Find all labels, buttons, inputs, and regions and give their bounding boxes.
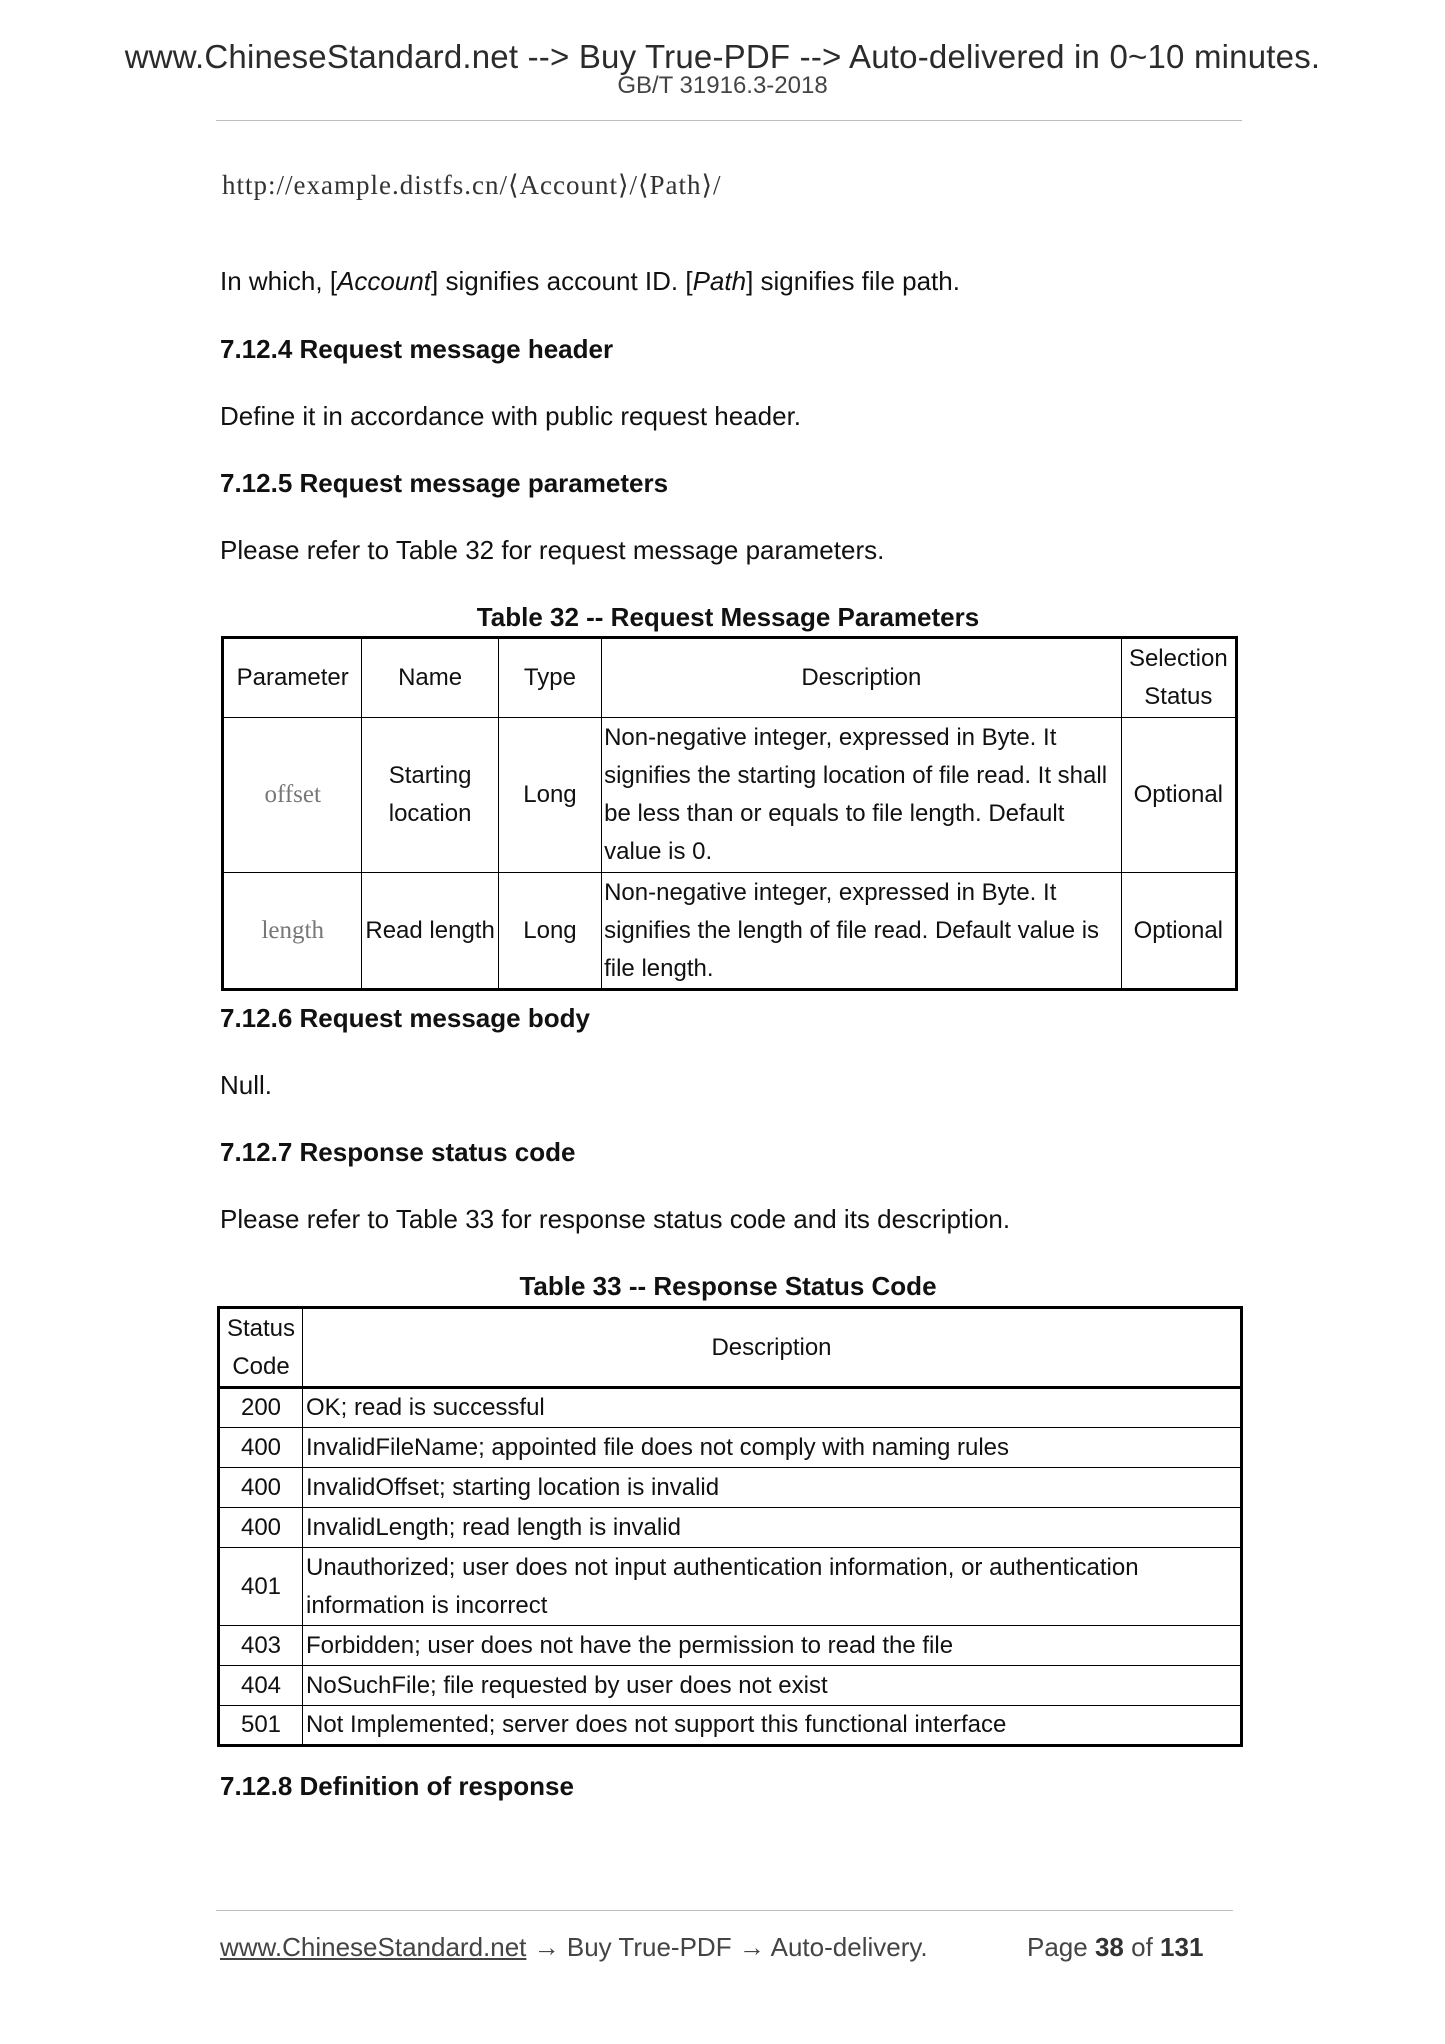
heading-7-12-6: 7.12.6 Request message body <box>220 1003 590 1033</box>
footer-divider <box>216 1910 1233 1911</box>
description-cell: Non-negative integer, expressed in Byte. It signifies the length of file read. Default value is file length. <box>602 873 1122 990</box>
paragraph-7-12-6: Null. <box>220 1070 273 1100</box>
table32-header-parameter: Parameter <box>223 638 362 718</box>
code-cell: 400 <box>219 1428 303 1468</box>
intro-post: ] signifies file path. <box>746 266 960 296</box>
description-cell: OK; read is successful <box>303 1388 1242 1428</box>
arrow-right-icon: → <box>738 1932 765 1962</box>
paragraph-7-12-5: Please refer to Table 32 for request message parameters. <box>220 535 885 565</box>
table-row <box>219 1626 1242 1666</box>
heading-7-12-4: 7.12.4 Request message header <box>220 334 614 364</box>
description-cell: InvalidOffset; starting location is invalid <box>303 1468 1242 1508</box>
table32-header-status: Selection Status <box>1121 638 1236 718</box>
table-row <box>219 1666 1242 1706</box>
table32-header-type: Type <box>498 638 601 718</box>
page-total: 131 <box>1160 1932 1204 1962</box>
name-cell: Read length <box>362 873 498 990</box>
table32-header-name: Name <box>362 638 498 718</box>
code-cell: 404 <box>219 1666 303 1706</box>
arrow-right-icon: → <box>533 1932 560 1962</box>
heading-7-12-7: 7.12.7 Response status code <box>220 1137 576 1167</box>
status-cell: Optional <box>1121 718 1236 873</box>
description-cell: Forbidden; user does not have the permission to read the file <box>303 1626 1242 1666</box>
status-cell: Optional <box>1121 873 1236 990</box>
heading-7-12-5: 7.12.5 Request message parameters <box>220 468 669 498</box>
code-cell: 200 <box>219 1388 303 1428</box>
description-cell: Not Implemented; server does not support this functional interface <box>303 1706 1242 1746</box>
page-label: Page <box>1027 1932 1088 1962</box>
table33-header-row <box>219 1308 1242 1388</box>
table-row <box>219 1468 1242 1508</box>
description-cell: InvalidFileName; appointed file does not comply with naming rules <box>303 1428 1242 1468</box>
page-indicator <box>1027 1932 1203 1963</box>
footer-site-link[interactable]: www.ChineseStandard.net <box>220 1932 527 1962</box>
table-row <box>219 1548 1242 1626</box>
description-cell: NoSuchFile; file requested by user does not exist <box>303 1666 1242 1706</box>
footer-buy-link[interactable]: Buy True-PDF <box>566 1932 732 1962</box>
table-row <box>223 873 1237 990</box>
footer-delivery-text: Auto-delivery. <box>770 1932 928 1962</box>
top-banner[interactable]: www.ChineseStandard.net --> Buy True-PDF --> Auto-delivered in 0~10 minutes. <box>124 38 1321 75</box>
table33-header-code: Status Code <box>219 1308 303 1388</box>
intro-mid: ] signifies account ID. [ <box>431 266 693 296</box>
intro-path: Path <box>692 266 747 296</box>
description-cell: InvalidLength; read length is invalid <box>303 1508 1242 1548</box>
table-row <box>219 1428 1242 1468</box>
table32-header-row <box>223 638 1237 718</box>
example-url: http://example.distfs.cn/⟨Account⟩/⟨Path⟩/ <box>222 170 722 200</box>
of-label: of <box>1131 1932 1153 1962</box>
code-cell: 403 <box>219 1626 303 1666</box>
table33-header-description: Description <box>303 1308 1242 1388</box>
paragraph-7-12-4: Define it in accordance with public request header. <box>220 401 802 431</box>
table32-header-description: Description <box>602 638 1122 718</box>
heading-7-12-8: 7.12.8 Definition of response <box>220 1771 574 1801</box>
table-row <box>219 1508 1242 1548</box>
header-divider <box>216 120 1242 121</box>
code-cell: 400 <box>219 1508 303 1548</box>
param-cell: length <box>223 873 362 990</box>
document-id: GB/T 31916.3-2018 <box>617 72 828 99</box>
paragraph-7-12-7: Please refer to Table 33 for response status code and its description. <box>220 1204 1011 1234</box>
table-row <box>219 1706 1242 1746</box>
code-cell: 401 <box>219 1548 303 1626</box>
intro-account: Account <box>337 266 432 296</box>
intro-pre: In which, [ <box>220 266 338 296</box>
code-cell: 400 <box>219 1468 303 1508</box>
type-cell: Long <box>498 873 601 990</box>
table-row <box>219 1388 1242 1428</box>
page-number: 38 <box>1094 1932 1124 1962</box>
response-status-table <box>217 1306 1243 1747</box>
code-cell: 501 <box>219 1706 303 1746</box>
param-cell: offset <box>223 718 362 873</box>
intro-paragraph <box>220 266 960 297</box>
type-cell: Long <box>498 718 601 873</box>
request-parameters-table <box>221 636 1238 991</box>
description-cell: Unauthorized; user does not input authentication information, or authentication information is incorrect <box>303 1548 1242 1626</box>
table33-caption: Table 33 -- Response Status Code <box>519 1271 937 1301</box>
table32-caption: Table 32 -- Request Message Parameters <box>476 602 980 632</box>
footer-links <box>220 1932 928 1963</box>
description-cell: Non-negative integer, expressed in Byte. It signifies the starting location of file read. It shall be less than or equals to file length. Default value is 0. <box>602 718 1122 873</box>
name-cell: Starting location <box>362 718 498 873</box>
table-row <box>223 718 1237 873</box>
